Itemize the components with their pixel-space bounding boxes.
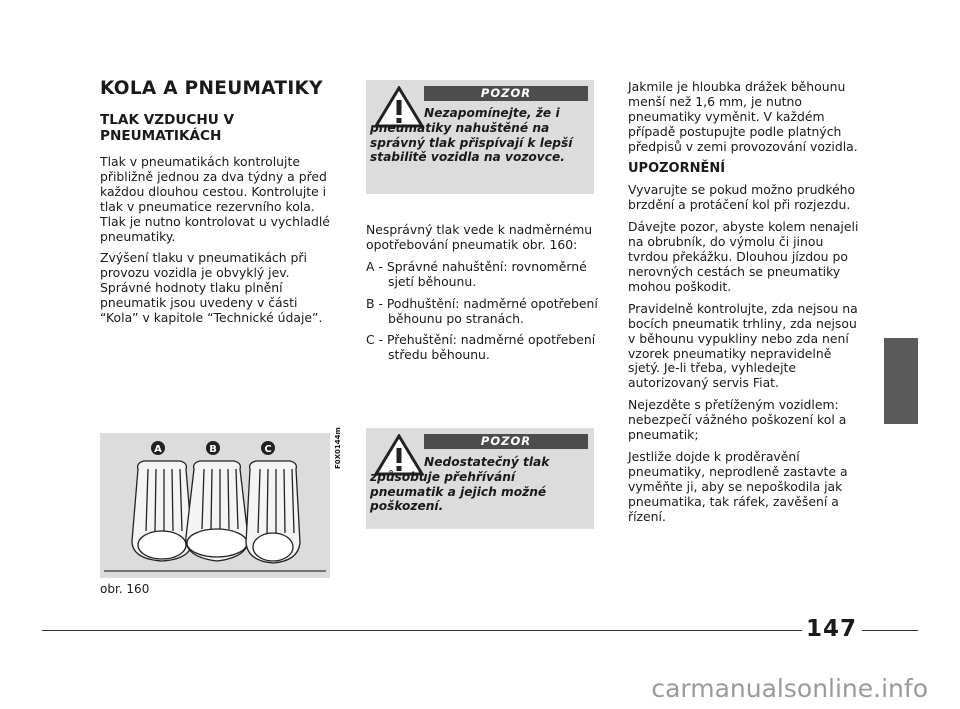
figure-label: B (209, 444, 217, 455)
tire-figure (100, 433, 330, 578)
tire-a (132, 461, 192, 561)
caution-box (366, 80, 594, 194)
chapter-tab (884, 338, 918, 424)
caution-box (366, 428, 594, 529)
right-paragraph: Jakmile je hloubka drážek běhounu menší než 1,6 mm, je nutno pneumatiky vyměnit. V každém případě postupujte podle platných předpisů v zemi provozování vozidla. (628, 79, 858, 154)
figure-caption: obr. 160 (100, 582, 150, 596)
right-column-text (628, 80, 864, 531)
right-paragraph: Jestliže dojde k proděravění pneumatiky, neprodleně zastavte a vyměňte ji, aby se nepoškodila jak pneumatika, tak ráfek, zavěšení a řízení. (628, 448, 848, 524)
left-paragraph: Zvýšení tlaku v pneumatikách při provozu vozidla je obvyklý jev. Správné hodnoty tlaku plnění pneumatik jsou uvedeny v části “Kola” v kapitole “Technické údaje”. (100, 250, 323, 326)
figure-code: F0X0144m (334, 427, 342, 469)
subsection-title: TLAK VZDUCHU V PNEUMATIKÁCH (100, 112, 235, 144)
tire-b (186, 461, 248, 561)
caution-label: POZOR (424, 86, 588, 101)
tire-illustration (100, 433, 330, 578)
caution-label: POZOR (424, 434, 588, 449)
watermark-text: carmanualsonline.info (651, 674, 928, 703)
figure-label: A (154, 444, 162, 455)
footer-rule (862, 630, 918, 631)
right-paragraph: Vyvarujte se pokud možno prudkého brzdění a protáčení kol při rozjezdu. (628, 182, 856, 213)
list-item: A - Správné nahuštění: rovnoměrné sjetí běhounu. (366, 258, 587, 289)
middle-intro: Nesprávný tlak vede k nadměrnému opotřebování pneumatik obr. 160: (366, 222, 593, 252)
page-number: 147 (806, 616, 858, 642)
section-title: KOLA A PNEUMATIKY (100, 78, 323, 99)
footer-rule (42, 630, 802, 631)
list-item: C - Přehuštění: nadměrné opotřebení středu běhounu. (366, 332, 596, 363)
watermark (0, 668, 960, 709)
right-paragraph: Dávejte pozor, abyste kolem nenajeli na obrubník, do výmolu či jinou tvrdou překážku. Dlouhou jízdou po nerovných cestách se pneumatiky mohou poškodit. (628, 219, 859, 294)
right-paragraph: Nejezděte s přetíženým vozidlem: nebezpečí vážného poškození kol a pneumatik; (628, 397, 847, 443)
list-item: B - Podhuštění: nadměrné opotřebení běhounu po stranách. (366, 295, 598, 326)
middle-column-text (366, 223, 602, 370)
tire-c (246, 461, 300, 563)
figure-label: C (264, 444, 272, 455)
right-paragraph: Pravidelně kontrolujte, zda nejsou na bocích pneumatik trhliny, zda nejsou v běhounu vypukliny nebo zda není vzorek pneumatiky nepravidelně sjetý. Je-li třeba, vyhledejte autorizovaný servis Fiat. (628, 300, 858, 391)
left-paragraph: Tlak v pneumatikách kontrolujte přibližně jednou za dva týdny a před každou dlouhou cestou. Kontrolujte i tlak v pneumatice rezervního kola. Tlak je nutno kontrolovat u vychladlé pneumatiky. (100, 154, 330, 244)
caution-text: Nezapomínejte, že i pneumatiky nahuštěné na správný tlak přispívají k lepší stabilitě vozidla na vozovce. (370, 106, 573, 165)
warning-heading: UPOZORNĚNÍ (628, 160, 726, 176)
left-column-text (100, 155, 332, 333)
caution-text: Nedostatečný tlak způsobuje přehřívání pneumatik a jejich možné poškození. (370, 455, 550, 514)
